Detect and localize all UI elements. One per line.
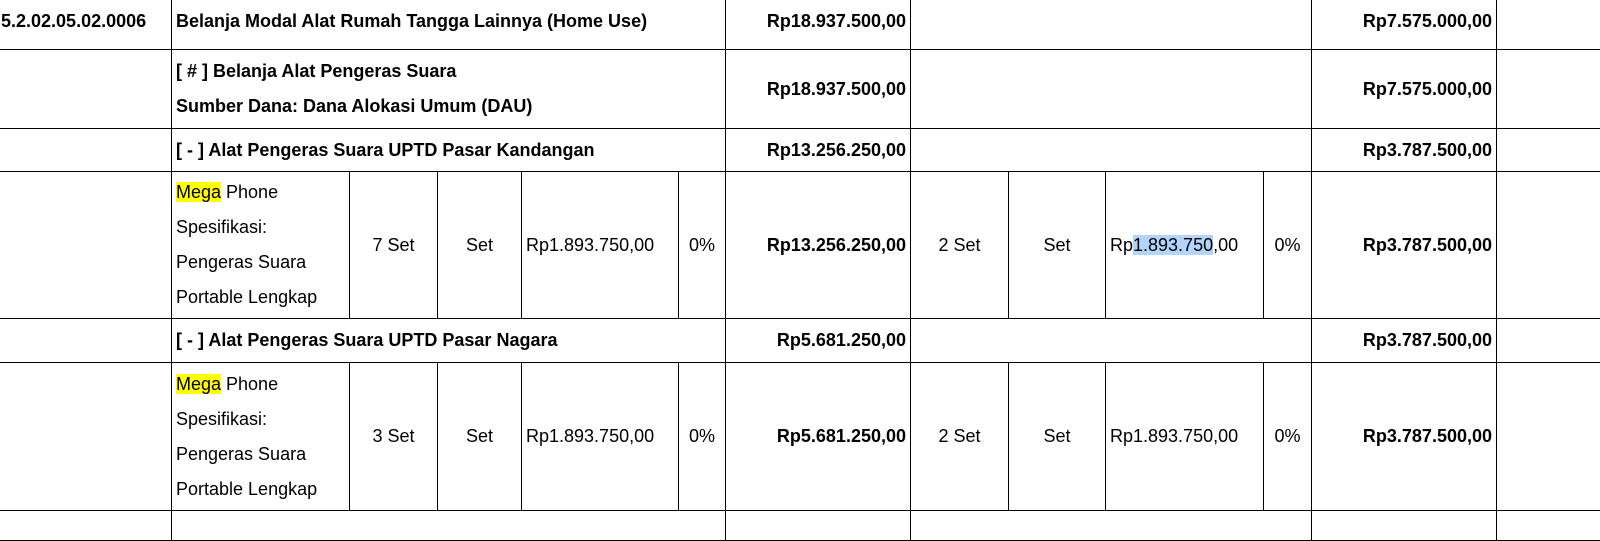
item-spec-line: Portable Lengkap	[176, 280, 345, 315]
item-unit-after: Set	[1009, 363, 1106, 511]
subgroup-row	[0, 129, 1600, 172]
empty-cell	[0, 363, 172, 511]
item-price-before: Rp1.893.750,00	[522, 172, 679, 319]
item-spec-line: Pengeras Suara	[176, 245, 345, 280]
subgroup-total-before: Rp13.256.250,00	[726, 129, 911, 172]
item-unit-before: Set	[438, 172, 522, 319]
selected-text[interactable]: 1.893.750	[1133, 235, 1213, 255]
account-description: Belanja Modal Alat Rumah Tangga Lainnya (Home Use)	[172, 0, 726, 50]
search-match-highlight: Mega	[176, 182, 221, 202]
group-title: [ # ] Belanja Alat Pengeras Suara	[176, 54, 721, 89]
empty-cell	[911, 0, 1312, 50]
empty-cell	[0, 129, 172, 172]
item-unit-before: Set	[438, 363, 522, 511]
account-total-after: Rp7.575.000,00	[1312, 0, 1497, 50]
empty-cell	[911, 50, 1312, 129]
empty-cell	[1497, 50, 1600, 129]
empty-cell	[0, 319, 172, 363]
item-spec-label: Spesifikasi:	[176, 402, 345, 437]
price-prefix: Rp	[1110, 235, 1133, 255]
search-match-highlight: Mega	[176, 374, 221, 394]
item-name	[176, 175, 345, 210]
group-total-after: Rp7.575.000,00	[1312, 50, 1497, 129]
empty-cell	[1497, 319, 1600, 363]
item-tax-after: 0%	[1264, 172, 1312, 319]
item-unit-after: Set	[1009, 172, 1106, 319]
item-volume-before: 3 Set	[350, 363, 438, 511]
item-name-rest: Phone	[221, 182, 278, 202]
group-funding-source: Sumber Dana: Dana Alokasi Umum (DAU)	[176, 89, 721, 124]
group-total-before: Rp18.937.500,00	[726, 50, 911, 129]
item-name	[176, 367, 345, 402]
item-description	[172, 172, 350, 319]
item-tax-after: 0%	[1264, 363, 1312, 511]
item-volume-before: 7 Set	[350, 172, 438, 319]
subgroup-total-after: Rp3.787.500,00	[1312, 319, 1497, 363]
account-row	[0, 0, 1600, 50]
item-spec-line: Portable Lengkap	[176, 472, 345, 507]
empty-cell	[1497, 172, 1600, 319]
empty-cell	[911, 319, 1312, 363]
item-volume-after: 2 Set	[911, 363, 1009, 511]
subgroup-total-before: Rp5.681.250,00	[726, 319, 911, 363]
empty-cell	[911, 129, 1312, 172]
item-total-after: Rp3.787.500,00	[1312, 363, 1497, 511]
empty-cell	[0, 172, 172, 319]
subgroup-title: [ - ] Alat Pengeras Suara UPTD Pasar Nagara	[172, 319, 726, 363]
item-tax-before: 0%	[679, 172, 726, 319]
price-suffix: ,00	[1213, 235, 1238, 255]
item-row	[0, 172, 1600, 319]
item-total-before: Rp5.681.250,00	[726, 363, 911, 511]
subgroup-title: [ - ] Alat Pengeras Suara UPTD Pasar Kandangan	[172, 129, 726, 172]
item-row	[0, 363, 1600, 511]
subgroup-row	[0, 319, 1600, 363]
empty-cell	[1497, 363, 1600, 511]
group-row	[0, 50, 1600, 129]
item-volume-after: 2 Set	[911, 172, 1009, 319]
group-description	[172, 50, 726, 129]
empty-cell	[0, 50, 172, 129]
account-total-before: Rp18.937.500,00	[726, 0, 911, 50]
item-name-rest: Phone	[221, 374, 278, 394]
item-tax-before: 0%	[679, 363, 726, 511]
account-code: 5.2.02.05.02.0006	[0, 0, 172, 50]
item-price-after: Rp1.893.750,00	[1106, 363, 1264, 511]
subgroup-total-after: Rp3.787.500,00	[1312, 129, 1497, 172]
item-total-before: Rp13.256.250,00	[726, 172, 911, 319]
item-total-after: Rp3.787.500,00	[1312, 172, 1497, 319]
empty-cell	[1497, 129, 1600, 172]
item-spec-label: Spesifikasi:	[176, 210, 345, 245]
item-price-before: Rp1.893.750,00	[522, 363, 679, 511]
empty-cell	[1497, 0, 1600, 50]
item-price-after[interactable]	[1106, 172, 1264, 319]
item-description	[172, 363, 350, 511]
item-spec-line: Pengeras Suara	[176, 437, 345, 472]
